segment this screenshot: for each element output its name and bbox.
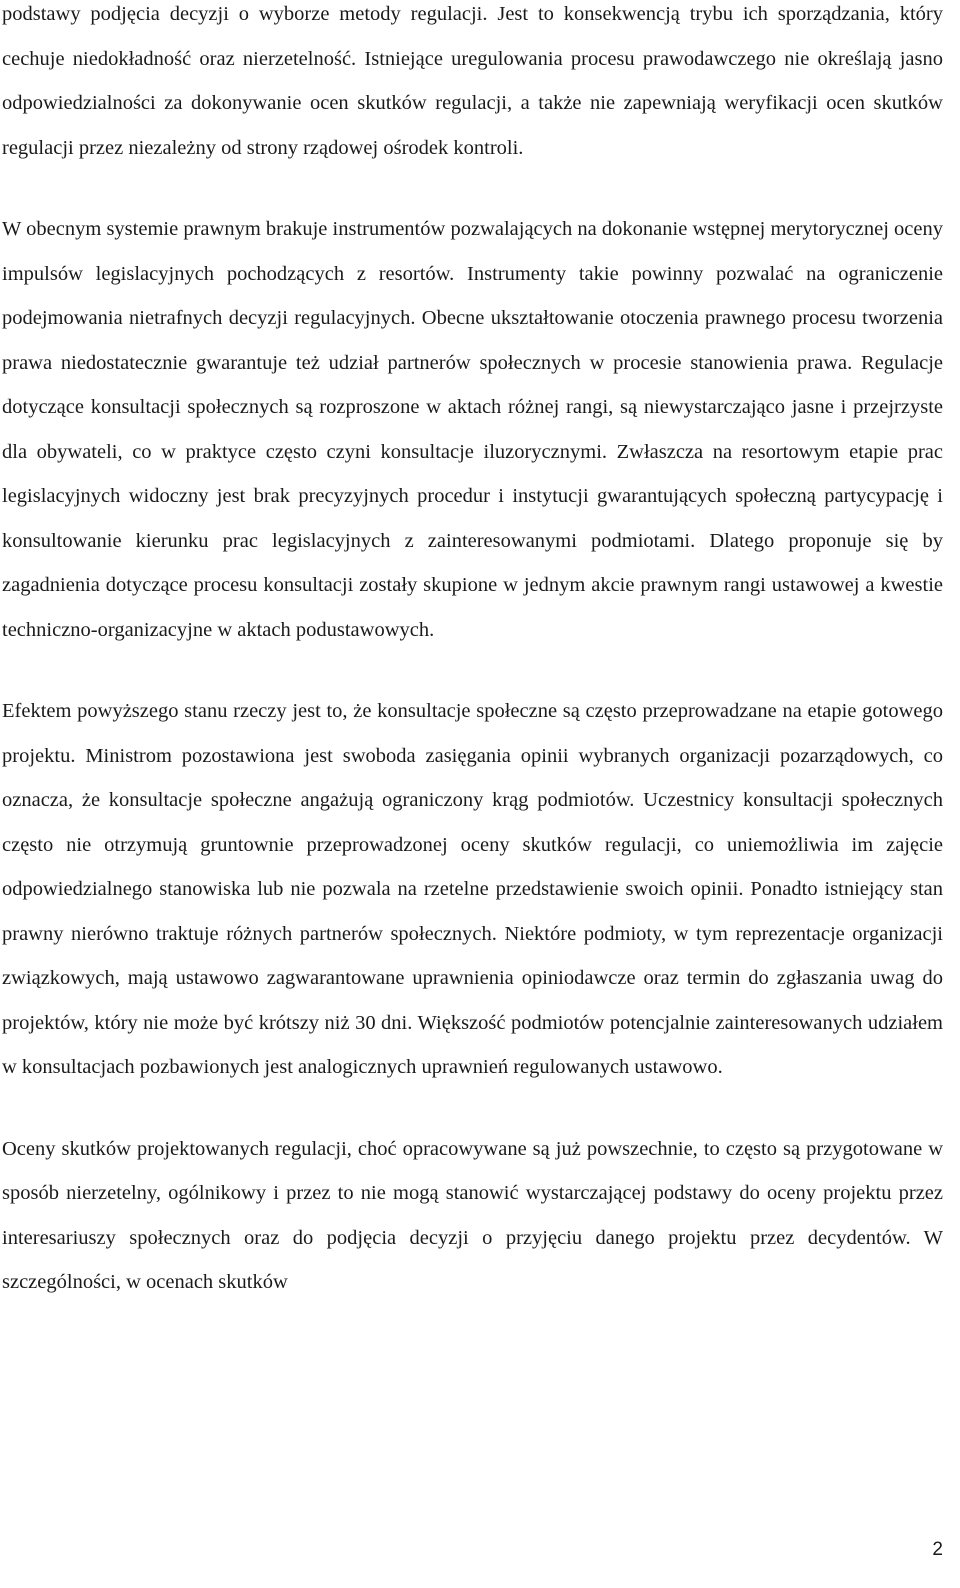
paragraph-4: Oceny skutków projektowanych regulacji, choć opracowywane są już powszechnie, to często są przygotowane w sposób nierzetelny, ogólnikowy i przez to nie mogą stanowić wystarczającej podstawy do oceny projektu przez interesariuszy społecznych oraz do podjęcia decyzji o przyjęciu danego projektu przez decydentów. W szczególności, w ocenach skutków [2,1137,943,1293]
paragraph-3: Efektem powyższego stanu rzeczy jest to, że konsultacje społeczne są często przeprowadzane na etapie gotowego projektu. Ministrom pozostawiona jest swoboda zasięgania opinii wybranych organizacji pozarządowych, co oznacza, że konsultacje społeczne angażują ograniczony krąg podmiotów. Uczestnicy konsultacji społecznych często nie otrzymują gruntownie przeprowadzonej oceny skutków regulacji, co uniemożliwia im zajęcie odpowiedzialnego stanowiska lub nie pozwala na rzetelne przedstawienie swoich opinii. Ponadto istniejący stan prawny nierówno traktuje różnych partnerów społecznych. Niektóre podmioty, w tym reprezentacje organizacji związkowych, mają ustawowo zagwarantowane uprawnienia opiniodawcze oraz termin do zgłaszania uwag do projektów, który nie może być krótszy niż 30 dni. Większość podmiotów potencjalnie zainteresowanych udziałem w konsultacjach pozbawionych jest analogicznych uprawnień regulowanych ustawowo. [2,700,943,1078]
document-body [2,0,943,1305]
paragraph-spacer [2,170,943,207]
paragraph-spacer [2,1090,943,1127]
paragraph-2: W obecnym systemie prawnym brakuje instrumentów pozwalających na dokonanie wstępnej merytorycznej oceny impulsów legislacyjnych pochodzących z resortów. Instrumenty takie powinny pozwalać na ograniczenie podejmowania nietrafnych decyzji regulacyjnych. Obecne ukształtowanie otoczenia prawnego procesu tworzenia prawa niedostatecznie gwarantuje też udział partnerów społecznych w procesie stanowienia prawa. Regulacje dotyczące konsultacji społecznych są rozproszone w aktach różnej rangi, są niewystarczająco jasne i przejrzyste dla obywateli, co w praktyce często czyni konsultacje iluzorycznymi. Zwłaszcza na resortowym etapie prac legislacyjnych widoczny jest brak precyzyjnych procedur i instytucji gwarantujących społeczną partycypację i konsultowanie kierunku prac legislacyjnych z zainteresowanymi podmiotami. Dlatego proponuje się by zagadnienia dotyczące procesu konsultacji zostały skupione w jednym akcie prawnym rangi ustawowej a kwestie techniczno-organizacyjne w aktach podustawowych. [2,218,943,641]
paragraph-1: podstawy podjęcia decyzji o wyborze metody regulacji. Jest to konsekwencją trybu ich sporządzania, który cechuje niedokładność oraz nierzetelność. Istniejące uregulowania procesu prawodawczego nie określają jasno odpowiedzialności za dokonywanie ocen skutków regulacji, a także nie zapewniają weryfikacji ocen skutków regulacji przez niezależny od strony rządowej ośrodek kontroli. [2,3,943,159]
page-number: 2 [932,1539,943,1560]
paragraph-spacer [2,652,943,689]
